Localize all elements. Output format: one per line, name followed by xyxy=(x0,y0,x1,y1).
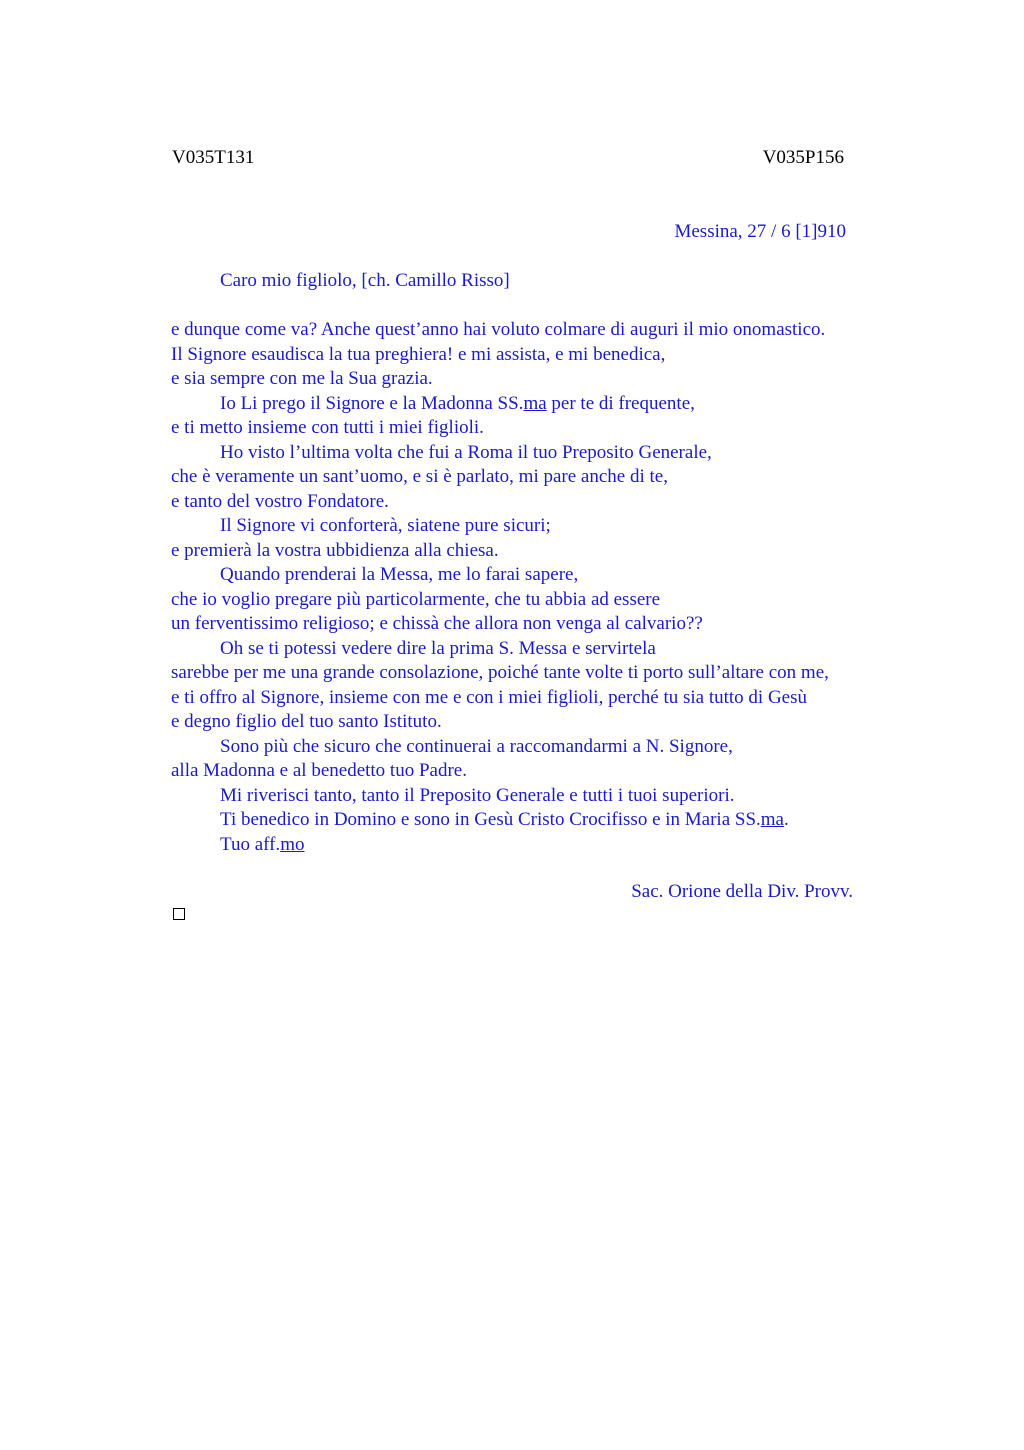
letter-line xyxy=(171,686,911,711)
abbreviation-suffix: ma xyxy=(760,809,784,830)
letter-line-text: Tuo aff. xyxy=(220,833,281,855)
letter-line xyxy=(171,367,911,392)
checkbox-square-icon xyxy=(173,908,185,920)
abbreviation-suffix: ma xyxy=(523,392,547,414)
letter-line-text: e degno figlio del tuo santo Istituto. xyxy=(171,711,442,732)
letter-line xyxy=(171,465,911,490)
volume-code-right: V035P156 xyxy=(762,147,844,168)
letter-line-text: e tanto del vostro Fondatore. xyxy=(171,490,389,512)
abbreviation-suffix: mo xyxy=(280,833,305,855)
letter-line-text: che è veramente un sant’uomo, e si è parlato, mi pare anche di te, xyxy=(171,466,668,487)
letter-line xyxy=(171,759,911,784)
volume-code-left: V035T131 xyxy=(172,147,255,168)
letter-line-text: e ti offro al Signore, insieme con me e con i miei figlioli, perché tu sia tutto di Gesù xyxy=(171,686,807,708)
letter-line-text: Ho visto l’ultima volta che fui a Roma il tuo Preposito Generale, xyxy=(220,441,712,463)
letter-line xyxy=(171,539,911,564)
letter-line-text: alla Madonna e al benedetto tuo Padre. xyxy=(171,760,467,781)
letter-body xyxy=(171,318,911,857)
letter-dateline: Messina, 27 / 6 [1]910 xyxy=(674,221,846,242)
letter-line xyxy=(171,808,911,833)
letter-line xyxy=(171,416,911,441)
letter-line xyxy=(171,612,911,637)
letter-line xyxy=(171,392,911,417)
letter-line-text: e sia sempre con me la Sua grazia. xyxy=(171,368,433,389)
letter-line xyxy=(171,318,911,343)
letter-line-text: e ti metto insieme con tutti i miei figlioli. xyxy=(171,417,484,438)
letter-line-text: Il Signore esaudisca la tua preghiera! e mi assista, e mi benedica, xyxy=(171,343,666,365)
letter-line-text: Mi riverisci tanto, tanto il Preposito Generale e tutti i tuoi superiori. xyxy=(220,784,735,806)
letter-line xyxy=(171,661,911,686)
letter-signature: Sac. Orione della Div. Provv. xyxy=(631,881,853,902)
letter-line xyxy=(171,490,911,515)
letter-line-text: Ti benedico in Domino e sono in Gesù Cristo Crocifisso e in Maria SS. xyxy=(220,809,761,830)
letter-line-text: che io voglio pregare più particolarmente, che tu abbia ad essere xyxy=(171,588,661,610)
letter-line-text: un ferventissimo religioso; e chissà che allora non venga al calvario?? xyxy=(171,613,703,634)
letter-line-text: e premierà la vostra ubbidienza alla chiesa. xyxy=(171,539,499,561)
letter-line-text: sarebbe per me una grande consolazione, poiché tante volte ti porto sull’altare con me, xyxy=(171,662,829,683)
letter-line-text: Quando prenderai la Messa, me lo farai sapere, xyxy=(220,564,579,585)
letter-line-text: Io Li prego il Signore e la Madonna SS. xyxy=(220,392,524,414)
letter-line xyxy=(171,563,911,588)
letter-line xyxy=(171,833,911,858)
letter-line xyxy=(171,784,911,809)
letter-line xyxy=(171,637,911,662)
letter-line-text: Sono più che sicuro che continuerai a raccomandarmi a N. Signore, xyxy=(220,735,733,757)
letter-salutation: Caro mio figliolo, [ch. Camillo Risso] xyxy=(220,270,510,291)
letter-line xyxy=(171,735,911,760)
letter-line xyxy=(171,588,911,613)
letter-line-tail: per te di frequente, xyxy=(546,392,695,414)
letter-line xyxy=(171,441,911,466)
letter-line-text: Oh se ti potessi vedere dire la prima S. Messa e servirtela xyxy=(220,637,656,659)
letter-line-tail: . xyxy=(784,809,789,830)
letter-line-text: Il Signore vi conforterà, siatene pure sicuri; xyxy=(220,515,551,536)
letter-line xyxy=(171,514,911,539)
letter-line-text: e dunque come va? Anche quest’anno hai voluto colmare di auguri il mio onomastico. xyxy=(171,319,826,340)
letter-line xyxy=(171,343,911,368)
letter-line xyxy=(171,710,911,735)
